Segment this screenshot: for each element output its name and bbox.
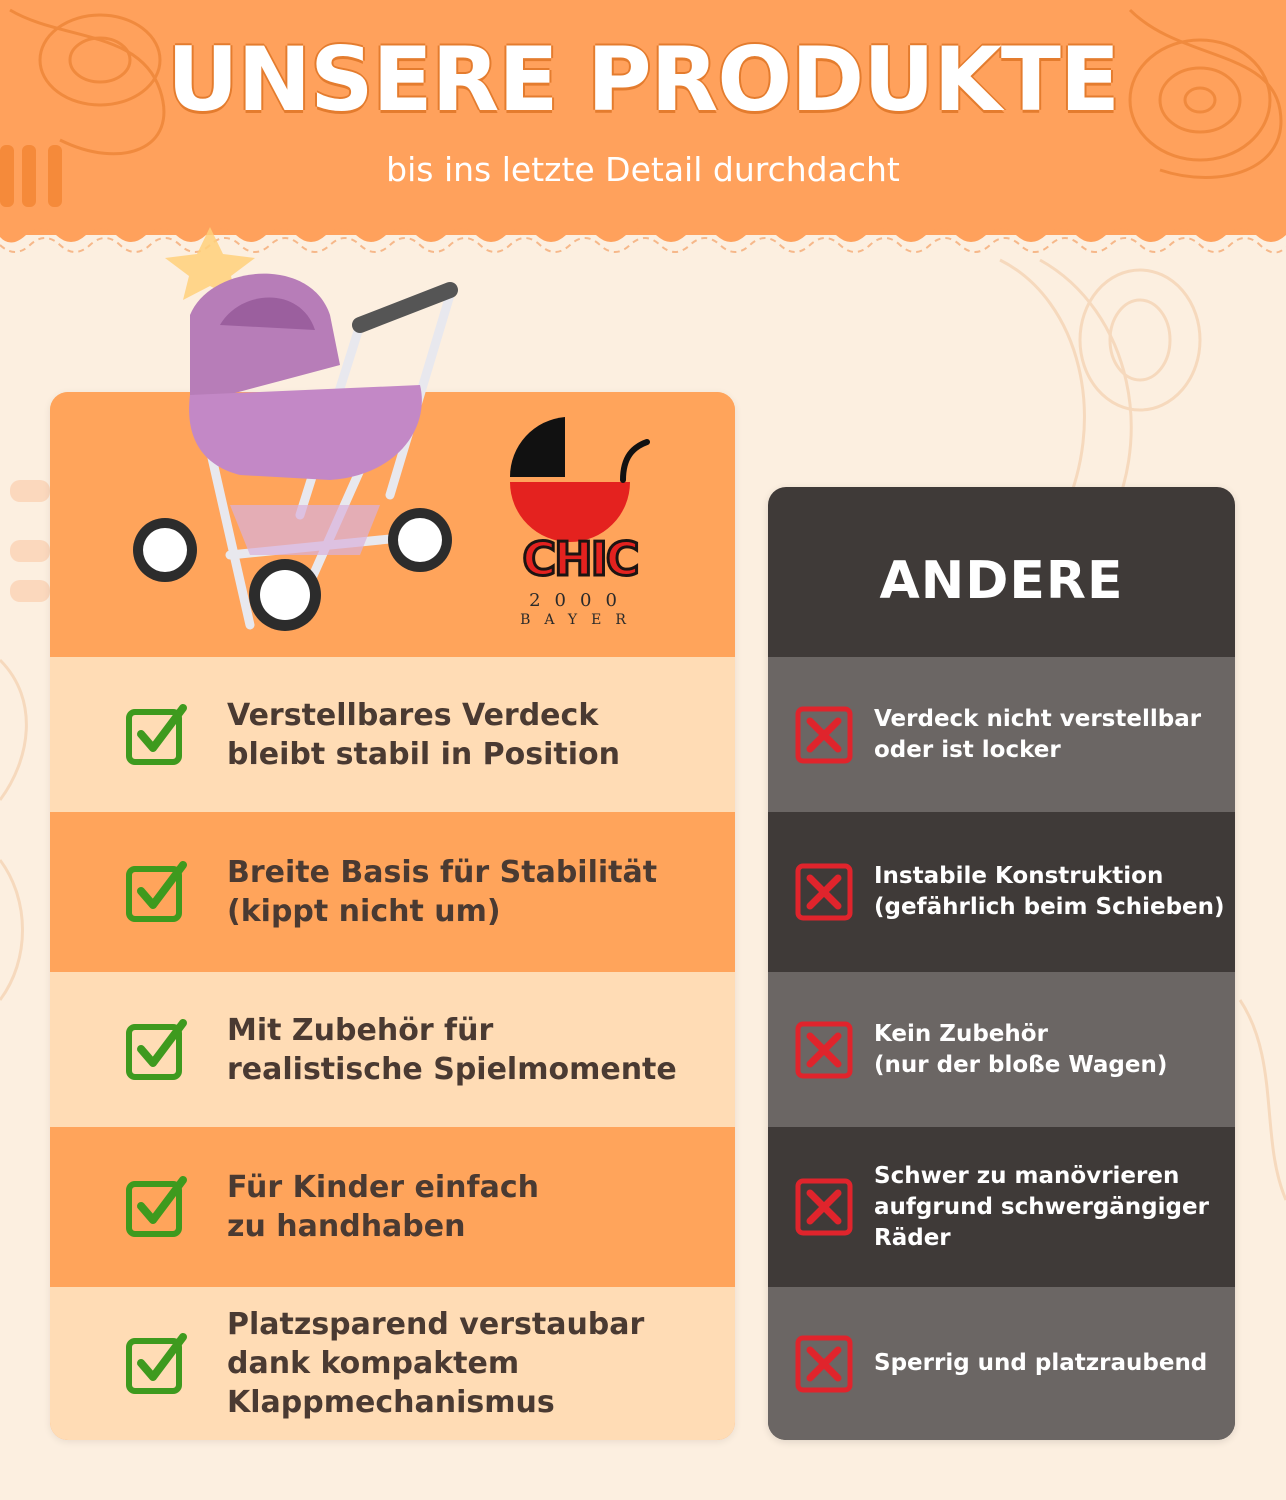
cross-icon: [794, 705, 854, 765]
feature-row: [50, 1127, 735, 1287]
drawback-row: [768, 657, 1235, 812]
doll-stroller-image: [130, 255, 480, 645]
check-icon: [125, 1331, 191, 1397]
feature-row: [50, 1287, 735, 1440]
drawback-text: Verdeck nicht verstellbar oder ist locker: [874, 705, 1202, 763]
brand-logo: [495, 412, 665, 642]
drawback-text: Kein Zubehör (nur der bloße Wagen): [874, 1020, 1168, 1078]
feature-text: Verstellbares Verdeck bleibt stabil in Position: [227, 697, 620, 772]
drawback-text: Instabile Konstruktion (gefährlich beim Schieben): [874, 863, 1225, 920]
check-icon: [125, 1174, 191, 1240]
pram-logo-icon: [495, 412, 665, 542]
logo-number: 2000: [529, 590, 631, 611]
cross-icon: [794, 1020, 854, 1080]
feature-text: Platzsparend verstaubar dank kompaktem Klappmechanismus: [227, 1307, 645, 1420]
competitor-title: ANDERE: [879, 551, 1124, 611]
feature-row: [50, 972, 735, 1127]
logo-subtext: BAYER: [520, 612, 640, 628]
drawback-row: [768, 1127, 1235, 1287]
feature-text: Breite Basis für Stabilität (kippt nicht um): [227, 855, 658, 929]
drawback-text: Sperrig und platzraubend: [874, 1350, 1208, 1376]
drawback-row: [768, 812, 1235, 972]
logo-wordmark: CHIC: [522, 532, 638, 586]
feature-row: [50, 657, 735, 812]
feature-row: [50, 812, 735, 972]
feature-text: Für Kinder einfach zu handhaben: [227, 1170, 539, 1244]
check-icon: [125, 859, 191, 925]
competitor-card: [768, 487, 1235, 1440]
header-banner: [0, 0, 1286, 235]
cross-icon: [794, 862, 854, 922]
page-subtitle: bis ins letzte Detail durchdacht: [386, 150, 900, 189]
drawback-row: [768, 972, 1235, 1127]
page-title: UNSERE PRODUKTE: [166, 28, 1119, 131]
drawback-row: [768, 1287, 1235, 1440]
drawback-text: Schwer zu manövrieren aufgrund schwergängiger Räder: [874, 1162, 1209, 1251]
cross-icon: [794, 1177, 854, 1237]
check-icon: [125, 1017, 191, 1083]
check-icon: [125, 702, 191, 768]
cross-icon: [794, 1334, 854, 1394]
feature-text: Mit Zubehör für realistische Spielmomente: [227, 1012, 677, 1087]
